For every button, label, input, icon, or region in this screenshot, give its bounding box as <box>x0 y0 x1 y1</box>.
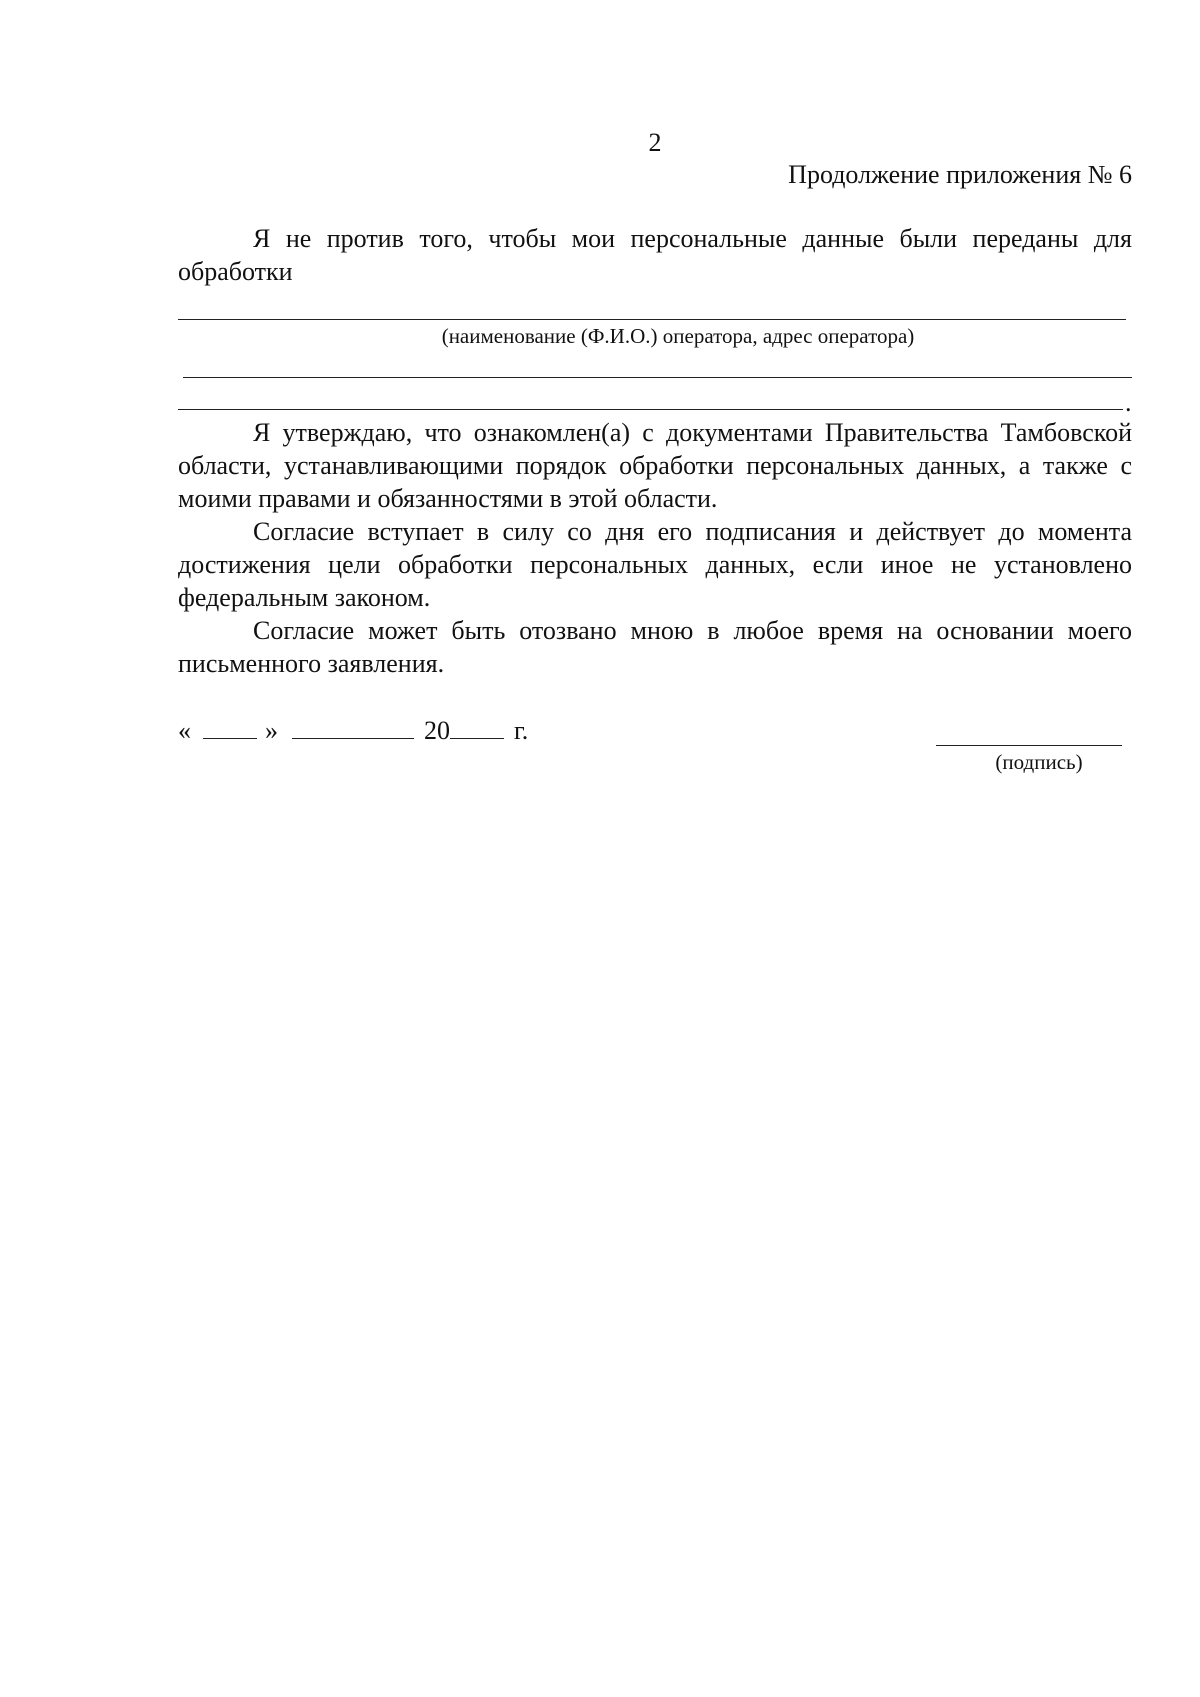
date-open-quote: « <box>178 716 191 745</box>
date-close-quote: » <box>265 716 278 745</box>
appendix-heading: Продолжение приложения № 6 <box>788 160 1132 189</box>
operator-address-blank-line-1 <box>183 377 1132 378</box>
signature-blank-line <box>936 745 1122 746</box>
month-blank <box>292 716 414 739</box>
date-line <box>178 716 528 746</box>
day-blank <box>203 716 257 739</box>
validity-paragraph: Согласие вступает в силу со дня его подписания и действует до момента достижения цели обработки персональных данных, если иное не установлено федеральным законом. <box>178 517 1132 612</box>
acknowledgement-paragraph: Я утверждаю, что ознакомлен(а) с документами Правительства Тамбовской области, устанавливающими порядок обработки персональных данных, а также с моими правами и обязанностями в этой области. <box>178 418 1132 513</box>
consent-intro-block <box>178 222 1132 288</box>
consent-terms-block <box>178 416 1132 680</box>
revocation-paragraph: Согласие может быть отозвано мною в любое время на основании моего письменного заявления. <box>178 616 1132 678</box>
operator-caption: (наименование (Ф.И.О.) оператора, адрес оператора) <box>441 324 915 348</box>
year-blank <box>450 716 504 739</box>
line-end-period: . <box>1125 388 1132 417</box>
signature-caption: (подпись) <box>995 750 1083 774</box>
year-century: 20 <box>424 716 450 745</box>
year-suffix: г. <box>514 716 529 745</box>
page-number: 2 <box>648 128 662 157</box>
operator-address-blank-line-2 <box>178 409 1123 410</box>
operator-name-blank-line <box>178 319 1126 320</box>
consent-intro-paragraph: Я не против того, чтобы мои персональные данные были переданы для обработки <box>178 224 1132 286</box>
